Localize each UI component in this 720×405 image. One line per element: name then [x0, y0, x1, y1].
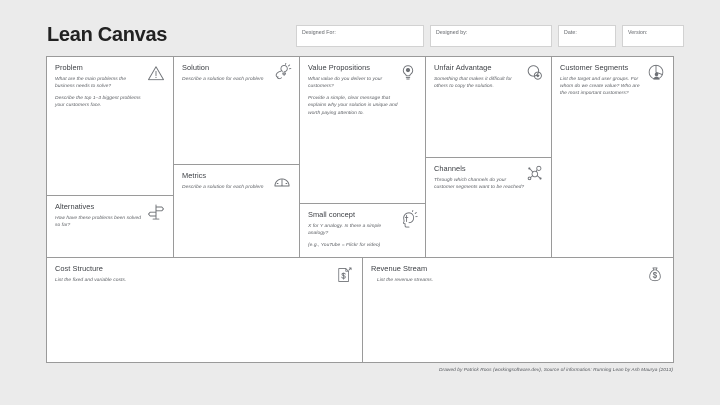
block-problem[interactable] — [47, 57, 174, 196]
block-problem-body-1: What are the main problems the business needs to solve? — [55, 77, 127, 90]
block-customer-segments-title: Customer Segments — [560, 63, 629, 72]
block-unfair-advantage[interactable] — [426, 57, 552, 158]
block-channels-title: Channels — [434, 164, 466, 173]
lightbulb-icon — [398, 63, 418, 83]
block-small-concept-title: Small concept — [308, 210, 356, 219]
block-solution-body-1: Describe a solution for each problem — [182, 77, 264, 83]
designed-for-field[interactable] — [296, 25, 424, 47]
block-metrics[interactable] — [174, 165, 300, 258]
block-value-propositions-title: Value Propositions — [308, 63, 370, 72]
block-customer-segments[interactable] — [552, 57, 673, 258]
network-nodes-icon — [524, 164, 544, 184]
block-problem-title: Problem — [55, 63, 83, 72]
shield-heart-icon — [524, 63, 544, 83]
lean-canvas-grid — [46, 56, 674, 363]
date-label: Date: — [564, 30, 577, 36]
date-field[interactable] — [558, 25, 616, 47]
block-revenue-stream-body-1: List the revenue streams. — [377, 278, 434, 284]
block-cost-structure[interactable] — [47, 258, 363, 362]
block-metrics-body-1: Describe a solution for each problem — [182, 185, 264, 191]
block-small-concept-body-1: X for Y analogy. Is there a simple analogy? — [308, 224, 382, 237]
block-cost-structure-body-1: List the fixed and variable costs. — [55, 278, 127, 284]
designed-for-label: Designed For: — [302, 30, 336, 36]
head-idea-icon — [398, 210, 418, 230]
block-unfair-advantage-title: Unfair Advantage — [434, 63, 492, 72]
block-cost-structure-title: Cost Structure — [55, 264, 103, 273]
page-title: Lean Canvas — [47, 24, 168, 46]
credit-line: Drawed by Patrick Roos (workingsoftware.dev), Source of information: Running Lean by Ash Maurya (2013) — [439, 368, 673, 373]
block-small-concept[interactable] — [300, 204, 426, 258]
designed-by-label: Designed by: — [436, 30, 468, 36]
block-solution[interactable] — [174, 57, 300, 165]
signpost-icon — [146, 202, 166, 222]
block-solution-title: Solution — [182, 63, 210, 72]
invoice-dollar-icon — [335, 266, 353, 284]
block-unfair-advantage-body-1: Something that makes it difficult for others to copy the solution. — [434, 77, 512, 90]
meta-fields — [296, 25, 684, 47]
warning-triangle-icon — [146, 63, 166, 83]
block-alternatives[interactable] — [47, 196, 174, 258]
block-revenue-stream-title: Revenue Stream — [371, 264, 428, 273]
block-channels[interactable] — [426, 158, 552, 258]
block-alternatives-title: Alternatives — [55, 202, 95, 211]
block-metrics-title: Metrics — [182, 171, 207, 180]
block-small-concept-body-2: (e.g., YouTube = Flickr for video) — [308, 243, 381, 249]
page-header — [0, 0, 720, 52]
block-customer-segments-body-1: List the target and user groups. For whom do we create value? Who are the most important customers? — [560, 77, 640, 97]
hand-bulb-icon — [272, 63, 292, 83]
block-value-propositions[interactable] — [300, 57, 426, 204]
block-channels-body-1: Through which channels do your customer segments want to be reached? — [434, 178, 525, 191]
pie-person-icon — [646, 63, 666, 83]
block-value-propositions-body-2: Provide a simple, clear message that explains why your solution is unique and worth paying attention to. — [308, 96, 398, 116]
block-revenue-stream[interactable] — [363, 258, 673, 362]
gauge-icon — [272, 171, 292, 191]
version-label: Version: — [628, 30, 648, 36]
block-value-propositions-body-1: What value do you deliver to your customers? — [308, 77, 383, 90]
money-bag-icon — [646, 266, 664, 284]
block-problem-body-2: Describe the top 1–3 biggest problems your customers face. — [55, 96, 141, 109]
version-field[interactable] — [622, 25, 684, 47]
block-alternatives-body-1: How have these problems been solved so far? — [55, 216, 142, 229]
designed-by-field[interactable] — [430, 25, 552, 47]
